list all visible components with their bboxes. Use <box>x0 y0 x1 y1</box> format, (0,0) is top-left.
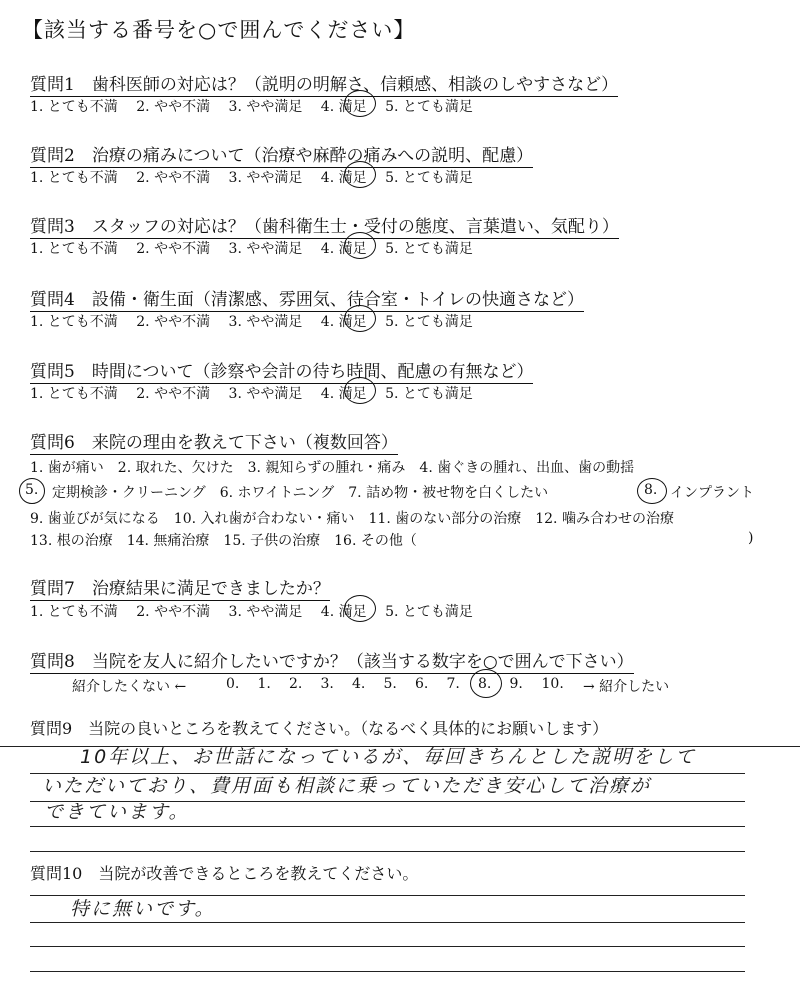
q1-option-o4b[interactable]: 満足 <box>338 99 367 115</box>
q8-title: 質問8 当院を友人に紹介したいですか？（該当する数字を○で囲んで下さい） <box>30 647 634 674</box>
q4-option-o3[interactable]: 3. やや満足 <box>228 314 303 330</box>
q3-title: 質問3 スタッフの対応は？（歯科衛生士・受付の態度、言葉遣い、気配り） <box>30 212 619 239</box>
q8-option-6[interactable]: 6. <box>415 676 429 692</box>
q3-option-o2[interactable]: 2. やや不満 <box>136 241 211 257</box>
q5-option-o4b[interactable]: 満足 <box>338 386 367 402</box>
q2-option-o2[interactable]: 2. やや不満 <box>136 170 211 186</box>
q1-option-o4[interactable]: 4. <box>320 99 335 115</box>
q3-options[interactable] <box>30 238 473 258</box>
q8-option-4[interactable]: 4. <box>352 676 366 692</box>
q1-options[interactable] <box>30 96 473 116</box>
q2-title: 質問2 治療の痛みについて（治療や麻酔の痛みへの説明、配慮） <box>30 141 533 168</box>
q6-option-5[interactable]: 5. <box>25 482 39 498</box>
q7-options[interactable]: 1. とても不満 2. やや不満 3. やや満足 4. 満足 5. とても満足 <box>30 604 473 620</box>
q2-option-o3[interactable]: 3. やや満足 <box>228 170 303 186</box>
q3-option-o4[interactable]: 4. <box>320 241 335 257</box>
q6-row3[interactable]: 9. 歯並びが気になる 10. 入れ歯が合わない・痛い 11. 歯のない部分の治療 12. 噛み合わせの治療 <box>30 511 674 527</box>
q8-option-1[interactable]: 1. <box>257 676 271 692</box>
q2-circle-4 <box>344 161 376 188</box>
q9-line-5 <box>30 851 745 852</box>
q6-option-8-label[interactable]: インプラント <box>670 485 754 501</box>
q6-option-8[interactable]: 8. <box>644 482 658 498</box>
page-header: 【該当する番号を○で囲んでください】 <box>22 18 416 42</box>
q3-circle-4 <box>344 232 376 259</box>
q8-right-label: → 紹介したい <box>583 679 670 695</box>
q9-title: 質問9 当院の良いところを教えてください。（なるべく具体的にお願いします） <box>30 719 609 738</box>
q9-line-4 <box>30 826 745 827</box>
q8-circle-8 <box>470 669 502 698</box>
q8-option-2[interactable]: 2. <box>289 676 303 692</box>
q5-option-o4[interactable]: 4. <box>320 386 335 402</box>
q4-circle-4 <box>344 305 376 332</box>
q7-title: 質問7 治療結果に満足できましたか？ <box>30 574 330 601</box>
q8-option-9[interactable]: 9. <box>509 676 523 692</box>
q6-title: 質問6 来院の理由を教えて下さい（複数回答） <box>30 428 398 455</box>
q3-option-o5[interactable]: 5. とても満足 <box>385 241 473 257</box>
q1-option-o1[interactable]: 1. とても不満 <box>30 99 118 115</box>
q8-option-10[interactable]: 10. <box>541 676 564 692</box>
q6-circle-8 <box>637 478 667 504</box>
q10-line-2 <box>30 922 745 923</box>
q4-option-o5[interactable]: 5. とても満足 <box>385 314 473 330</box>
q4-option-o4b[interactable]: 満足 <box>338 314 367 330</box>
q5-title: 質問5 時間について（診察や会計の待ち時間、配慮の有無など） <box>30 357 533 384</box>
q9-answer-line1[interactable]: 10年以上、お世話になっているが、毎回きちんとした説明をして <box>80 746 697 768</box>
q6-row1[interactable]: 1. 歯が痛い 2. 取れた、欠けた 3. 親知らずの腫れ・痛み 4. 歯ぐきの腫れ、出血、歯の動揺 <box>30 460 635 476</box>
q2-options[interactable] <box>30 167 473 187</box>
q3-option-o3[interactable]: 3. やや満足 <box>228 241 303 257</box>
q8-option-0[interactable]: 0. <box>226 676 240 692</box>
q8-option-7[interactable]: 7. <box>446 676 460 692</box>
q8-left-label: 紹介したくない ← <box>72 679 187 695</box>
q1-title: 質問1 歯科医師の対応は？（説明の明解さ、信頼感、相談のしやすさなど） <box>30 70 618 97</box>
q1-option-o3[interactable]: 3. やや満足 <box>228 99 303 115</box>
q1-circle-4 <box>344 90 376 117</box>
q8-option-8[interactable]: 8. <box>478 676 492 692</box>
q7-circle-4 <box>344 595 376 622</box>
q5-option-o2[interactable]: 2. やや不満 <box>136 386 211 402</box>
q4-option-o4[interactable]: 4. <box>320 314 335 330</box>
q10-line-3 <box>30 946 745 947</box>
q6-row4[interactable]: 13. 根の治療 14. 無痛治療 15. 子供の治療 16. その他（ <box>30 533 417 549</box>
q5-option-o1[interactable]: 1. とても不満 <box>30 386 118 402</box>
q10-line-4 <box>30 971 745 972</box>
q9-answer-line3[interactable]: できています。 <box>44 801 190 823</box>
q2-option-o4b[interactable]: 満足 <box>338 170 367 186</box>
q1-option-o2[interactable]: 2. やや不満 <box>136 99 211 115</box>
q5-option-o3[interactable]: 3. やや満足 <box>228 386 303 402</box>
q6-row2[interactable]: 定期検診・クリーニング 6. ホワイトニング 7. 詰め物・被せ物を白くしたい <box>52 485 549 501</box>
q2-option-o1[interactable]: 1. とても不満 <box>30 170 118 186</box>
q2-option-o5[interactable]: 5. とても満足 <box>385 170 473 186</box>
q8-option-5[interactable]: 5. <box>383 676 397 692</box>
q6-row4-close: ) <box>748 530 754 546</box>
q6-circle-5 <box>19 478 45 504</box>
q5-circle-4 <box>344 377 376 404</box>
q4-option-o2[interactable]: 2. やや不満 <box>136 314 211 330</box>
q8-option-3[interactable]: 3. <box>320 676 334 692</box>
q10-title: 質問10 当院が改善できるところを教えてください。 <box>30 864 419 883</box>
q5-options[interactable] <box>30 383 473 403</box>
q4-option-o1[interactable]: 1. とても不満 <box>30 314 118 330</box>
q1-option-o5[interactable]: 5. とても満足 <box>385 99 473 115</box>
q3-option-o4b[interactable]: 満足 <box>338 241 367 257</box>
q4-title: 質問4 設備・衛生面（清潔感、雰囲気、待合室・トイレの快適さなど） <box>30 285 584 312</box>
q5-option-o5[interactable]: 5. とても満足 <box>385 386 473 402</box>
q9-answer-line2[interactable]: いただいており、費用面も相談に乗っていただき安心して治療が <box>42 775 652 797</box>
q4-options[interactable] <box>30 311 473 331</box>
q10-answer[interactable]: 特に無いです。 <box>70 898 216 920</box>
q2-option-o4[interactable]: 4. <box>320 170 335 186</box>
q3-option-o1[interactable]: 1. とても不満 <box>30 241 118 257</box>
